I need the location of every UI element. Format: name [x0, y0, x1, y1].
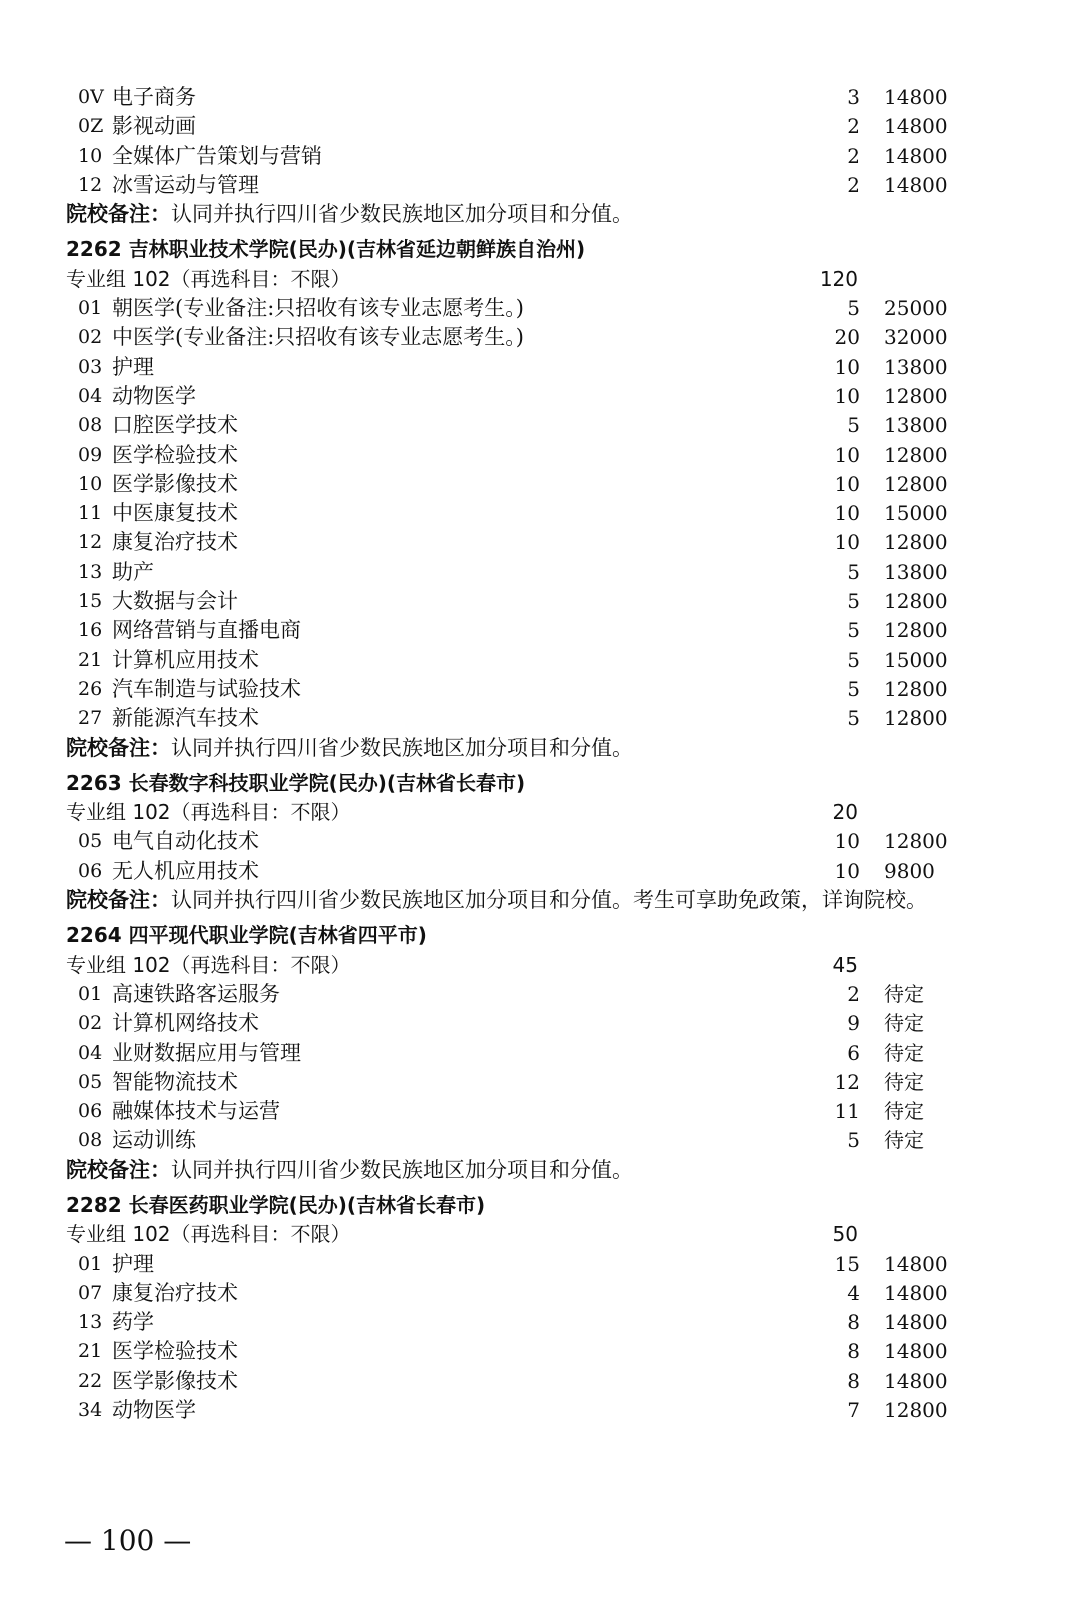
school-remark-text	[66, 734, 633, 763]
major-quota: 6	[847, 1040, 860, 1065]
major-row	[0, 470, 1080, 499]
school-title: 2282 长春医药职业学院(民办)(吉林省长春市)	[66, 1192, 486, 1217]
major-tuition: 12800	[884, 1398, 948, 1423]
major-code: 07	[78, 1281, 103, 1304]
major-quota: 20	[834, 325, 860, 350]
major-tuition: 14800	[884, 1310, 948, 1335]
major-name: 动物医学	[112, 383, 196, 408]
major-code: 27	[78, 707, 103, 730]
major-group-total: 120	[819, 266, 858, 291]
major-quota: 10	[834, 501, 860, 526]
major-code: 01	[78, 1252, 103, 1275]
major-quota: 3	[847, 85, 860, 109]
major-tuition: 12800	[884, 676, 948, 701]
major-tuition: 12800	[884, 471, 948, 496]
major-group-total: 20	[832, 800, 858, 825]
major-name: 朝医学(专业备注:只招收有该专业志愿考生。)	[112, 296, 524, 321]
major-quota: 5	[847, 618, 860, 643]
major-code: 0V	[78, 86, 104, 108]
major-tuition: 9800	[884, 858, 935, 883]
major-name: 口腔医学技术	[112, 413, 238, 438]
major-name: 全媒体广告策划与营销	[112, 143, 322, 168]
major-group-label: 专业组 102（再选科目：不限）	[66, 1222, 351, 1247]
major-code: 13	[78, 1311, 103, 1334]
major-row	[0, 83, 1080, 112]
major-tuition: 14800	[884, 114, 948, 139]
major-row	[0, 616, 1080, 645]
major-name: 计算机网络技术	[112, 1011, 259, 1036]
major-group-label: 专业组 102（再选科目：不限）	[66, 266, 351, 291]
major-tuition: 待定	[884, 1099, 924, 1124]
page-number: — 100 —	[64, 1524, 192, 1557]
major-code: 21	[78, 648, 103, 671]
major-row	[0, 1039, 1080, 1068]
major-quota: 8	[847, 1368, 860, 1393]
major-tuition: 12800	[884, 530, 948, 555]
major-group-total: 50	[832, 1222, 858, 1247]
major-code: 10	[78, 472, 103, 495]
major-code: 26	[78, 677, 103, 700]
major-code: 21	[78, 1340, 103, 1363]
major-name: 中医学(专业备注:只招收有该专业志愿考生。)	[112, 325, 524, 350]
major-code: 04	[78, 1041, 103, 1064]
school-header	[0, 1191, 1080, 1220]
major-quota: 10	[834, 442, 860, 467]
major-row	[0, 1126, 1080, 1155]
major-name: 计算机应用技术	[112, 647, 259, 672]
school-remark	[0, 200, 1080, 229]
major-tuition: 32000	[884, 325, 948, 350]
major-name: 中医康复技术	[112, 501, 238, 526]
major-name: 医学影像技术	[112, 1368, 238, 1393]
school-remark-text	[66, 886, 927, 915]
major-code: 10	[78, 144, 103, 167]
major-group-row	[0, 951, 1080, 980]
major-code: 15	[78, 590, 103, 613]
major-tuition: 12800	[884, 706, 948, 731]
major-quota: 5	[847, 413, 860, 438]
major-row	[0, 704, 1080, 733]
major-tuition: 12800	[884, 442, 948, 467]
major-row	[0, 411, 1080, 440]
school-header	[0, 769, 1080, 798]
major-tuition: 12800	[884, 829, 948, 854]
school-remark	[0, 1156, 1080, 1185]
major-tuition: 15000	[884, 647, 948, 672]
major-quota: 12	[834, 1069, 860, 1094]
major-name: 冰雪运动与管理	[112, 172, 259, 197]
major-name: 康复治疗技术	[112, 1280, 238, 1305]
major-group-row	[0, 1220, 1080, 1249]
major-tuition: 12800	[884, 618, 948, 643]
major-row	[0, 1009, 1080, 1038]
major-name: 融媒体技术与运营	[112, 1099, 280, 1124]
major-code: 03	[78, 355, 103, 378]
major-code: 12	[78, 173, 103, 196]
major-name: 电气自动化技术	[112, 829, 259, 854]
major-row	[0, 587, 1080, 616]
major-name: 康复治疗技术	[112, 530, 238, 555]
major-row	[0, 353, 1080, 382]
major-row	[0, 675, 1080, 704]
school-header	[0, 921, 1080, 950]
major-row	[0, 857, 1080, 886]
major-quota: 5	[847, 1128, 860, 1153]
major-code: 04	[78, 384, 103, 407]
major-tuition: 13800	[884, 354, 948, 379]
major-name: 电子商务	[112, 85, 196, 109]
major-code: 08	[78, 1129, 103, 1152]
major-code: 22	[78, 1369, 103, 1392]
school-title: 2263 长春数字科技职业学院(民办)(吉林省长春市)	[66, 770, 526, 795]
major-tuition: 待定	[884, 981, 924, 1006]
major-code: 02	[78, 326, 103, 349]
major-row	[0, 294, 1080, 323]
major-code: 11	[78, 502, 103, 525]
major-quota: 2	[847, 981, 860, 1006]
major-quota: 10	[834, 354, 860, 379]
major-row	[0, 171, 1080, 200]
major-quota: 5	[847, 559, 860, 584]
major-group-label: 专业组 102（再选科目：不限）	[66, 800, 351, 825]
major-quota: 9	[847, 1011, 860, 1036]
major-quota: 2	[847, 172, 860, 197]
major-name: 汽车制造与试验技术	[112, 676, 301, 701]
major-code: 05	[78, 1070, 103, 1093]
major-quota: 8	[847, 1339, 860, 1364]
major-tuition: 14800	[884, 143, 948, 168]
major-name: 业财数据应用与管理	[112, 1040, 301, 1065]
major-code: 13	[78, 560, 103, 583]
major-quota: 11	[834, 1099, 860, 1124]
major-row	[0, 382, 1080, 411]
major-name: 医学检验技术	[112, 442, 238, 467]
major-name: 网络营销与直播电商	[112, 618, 301, 643]
major-name: 智能物流技术	[112, 1069, 238, 1094]
major-tuition: 待定	[884, 1040, 924, 1065]
major-row	[0, 499, 1080, 528]
school-remark	[0, 886, 1080, 915]
major-tuition: 待定	[884, 1011, 924, 1036]
major-row	[0, 1068, 1080, 1097]
major-name: 助产	[112, 559, 154, 584]
major-row	[0, 441, 1080, 470]
remark-body: 认同并执行四川省少数民族地区加分项目和分值。	[171, 735, 633, 760]
major-name: 无人机应用技术	[112, 858, 259, 883]
major-tuition: 25000	[884, 296, 948, 321]
major-tuition: 待定	[884, 1128, 924, 1153]
major-quota: 10	[834, 471, 860, 496]
major-tuition: 14800	[884, 1251, 948, 1276]
major-code: 12	[78, 531, 103, 554]
remark-body: 认同并执行四川省少数民族地区加分项目和分值。	[171, 202, 633, 227]
major-code: 06	[78, 1100, 103, 1123]
major-name: 影视动画	[112, 114, 196, 139]
major-row	[0, 142, 1080, 171]
major-name: 高速铁路客运服务	[112, 981, 280, 1006]
major-tuition: 14800	[884, 172, 948, 197]
major-code: 01	[78, 297, 103, 320]
major-row	[0, 1308, 1080, 1337]
major-row	[0, 1097, 1080, 1126]
major-tuition: 12800	[884, 383, 948, 408]
major-row	[0, 323, 1080, 352]
remark-body: 认同并执行四川省少数民族地区加分项目和分值。考生可享助免政策，详询院校。	[171, 888, 927, 913]
school-remark-text	[66, 200, 633, 229]
major-name: 大数据与会计	[112, 589, 238, 614]
major-row	[0, 1367, 1080, 1396]
major-name: 医学检验技术	[112, 1339, 238, 1364]
major-quota: 2	[847, 143, 860, 168]
major-code: 06	[78, 859, 103, 882]
major-name: 医学影像技术	[112, 471, 238, 496]
major-tuition: 14800	[884, 1280, 948, 1305]
major-row	[0, 1279, 1080, 1308]
major-code: 05	[78, 830, 103, 853]
major-quota: 4	[847, 1280, 860, 1305]
school-remark	[0, 734, 1080, 763]
major-quota: 7	[847, 1398, 860, 1423]
major-code: 02	[78, 1012, 103, 1035]
major-row	[0, 528, 1080, 557]
major-quota: 10	[834, 530, 860, 555]
major-quota: 5	[847, 706, 860, 731]
major-name: 运动训练	[112, 1128, 196, 1153]
major-quota: 10	[834, 858, 860, 883]
major-code: 34	[78, 1399, 103, 1422]
major-row	[0, 112, 1080, 141]
major-group-label: 专业组 102（再选科目：不限）	[66, 952, 351, 977]
major-quota: 8	[847, 1310, 860, 1335]
major-name: 新能源汽车技术	[112, 706, 259, 731]
major-quota: 15	[834, 1251, 860, 1276]
major-quota: 2	[847, 114, 860, 139]
major-tuition: 13800	[884, 559, 948, 584]
school-title: 2262 吉林职业技术学院(民办)(吉林省延边朝鲜族自治州)	[66, 237, 586, 262]
major-row	[0, 558, 1080, 587]
major-code: 08	[78, 414, 103, 437]
school-header	[0, 235, 1080, 264]
major-code: 16	[78, 619, 103, 642]
major-name: 护理	[112, 1251, 154, 1276]
major-tuition: 14800	[884, 1339, 948, 1364]
major-tuition: 13800	[884, 413, 948, 438]
major-tuition: 待定	[884, 1069, 924, 1094]
major-tuition: 14800	[884, 85, 948, 109]
major-code: 09	[78, 443, 103, 466]
remark-label: 院校备注：	[66, 202, 171, 227]
enrollment-listing	[0, 83, 1080, 1425]
major-quota: 10	[834, 383, 860, 408]
major-tuition: 14800	[884, 1368, 948, 1393]
remark-body: 认同并执行四川省少数民族地区加分项目和分值。	[171, 1157, 633, 1182]
major-row	[0, 1250, 1080, 1279]
major-row	[0, 980, 1080, 1009]
major-quota: 5	[847, 589, 860, 614]
major-tuition: 12800	[884, 589, 948, 614]
major-group-row	[0, 798, 1080, 827]
major-name: 护理	[112, 354, 154, 379]
major-row	[0, 1396, 1080, 1425]
remark-label: 院校备注：	[66, 1157, 171, 1182]
major-code: 01	[78, 982, 103, 1005]
major-row	[0, 646, 1080, 675]
major-quota: 5	[847, 647, 860, 672]
major-quota: 5	[847, 676, 860, 701]
major-name: 动物医学	[112, 1398, 196, 1423]
major-quota: 10	[834, 829, 860, 854]
major-name: 药学	[112, 1310, 154, 1335]
major-group-total: 45	[832, 952, 858, 977]
school-title: 2264 四平现代职业学院(吉林省四平市)	[66, 923, 427, 948]
major-row	[0, 1337, 1080, 1366]
major-row	[0, 827, 1080, 856]
major-tuition: 15000	[884, 501, 948, 526]
major-quota: 5	[847, 296, 860, 321]
school-remark-text	[66, 1156, 633, 1185]
remark-label: 院校备注：	[66, 735, 171, 760]
major-code: 0Z	[78, 115, 104, 138]
major-group-row	[0, 265, 1080, 294]
remark-label: 院校备注：	[66, 888, 171, 913]
